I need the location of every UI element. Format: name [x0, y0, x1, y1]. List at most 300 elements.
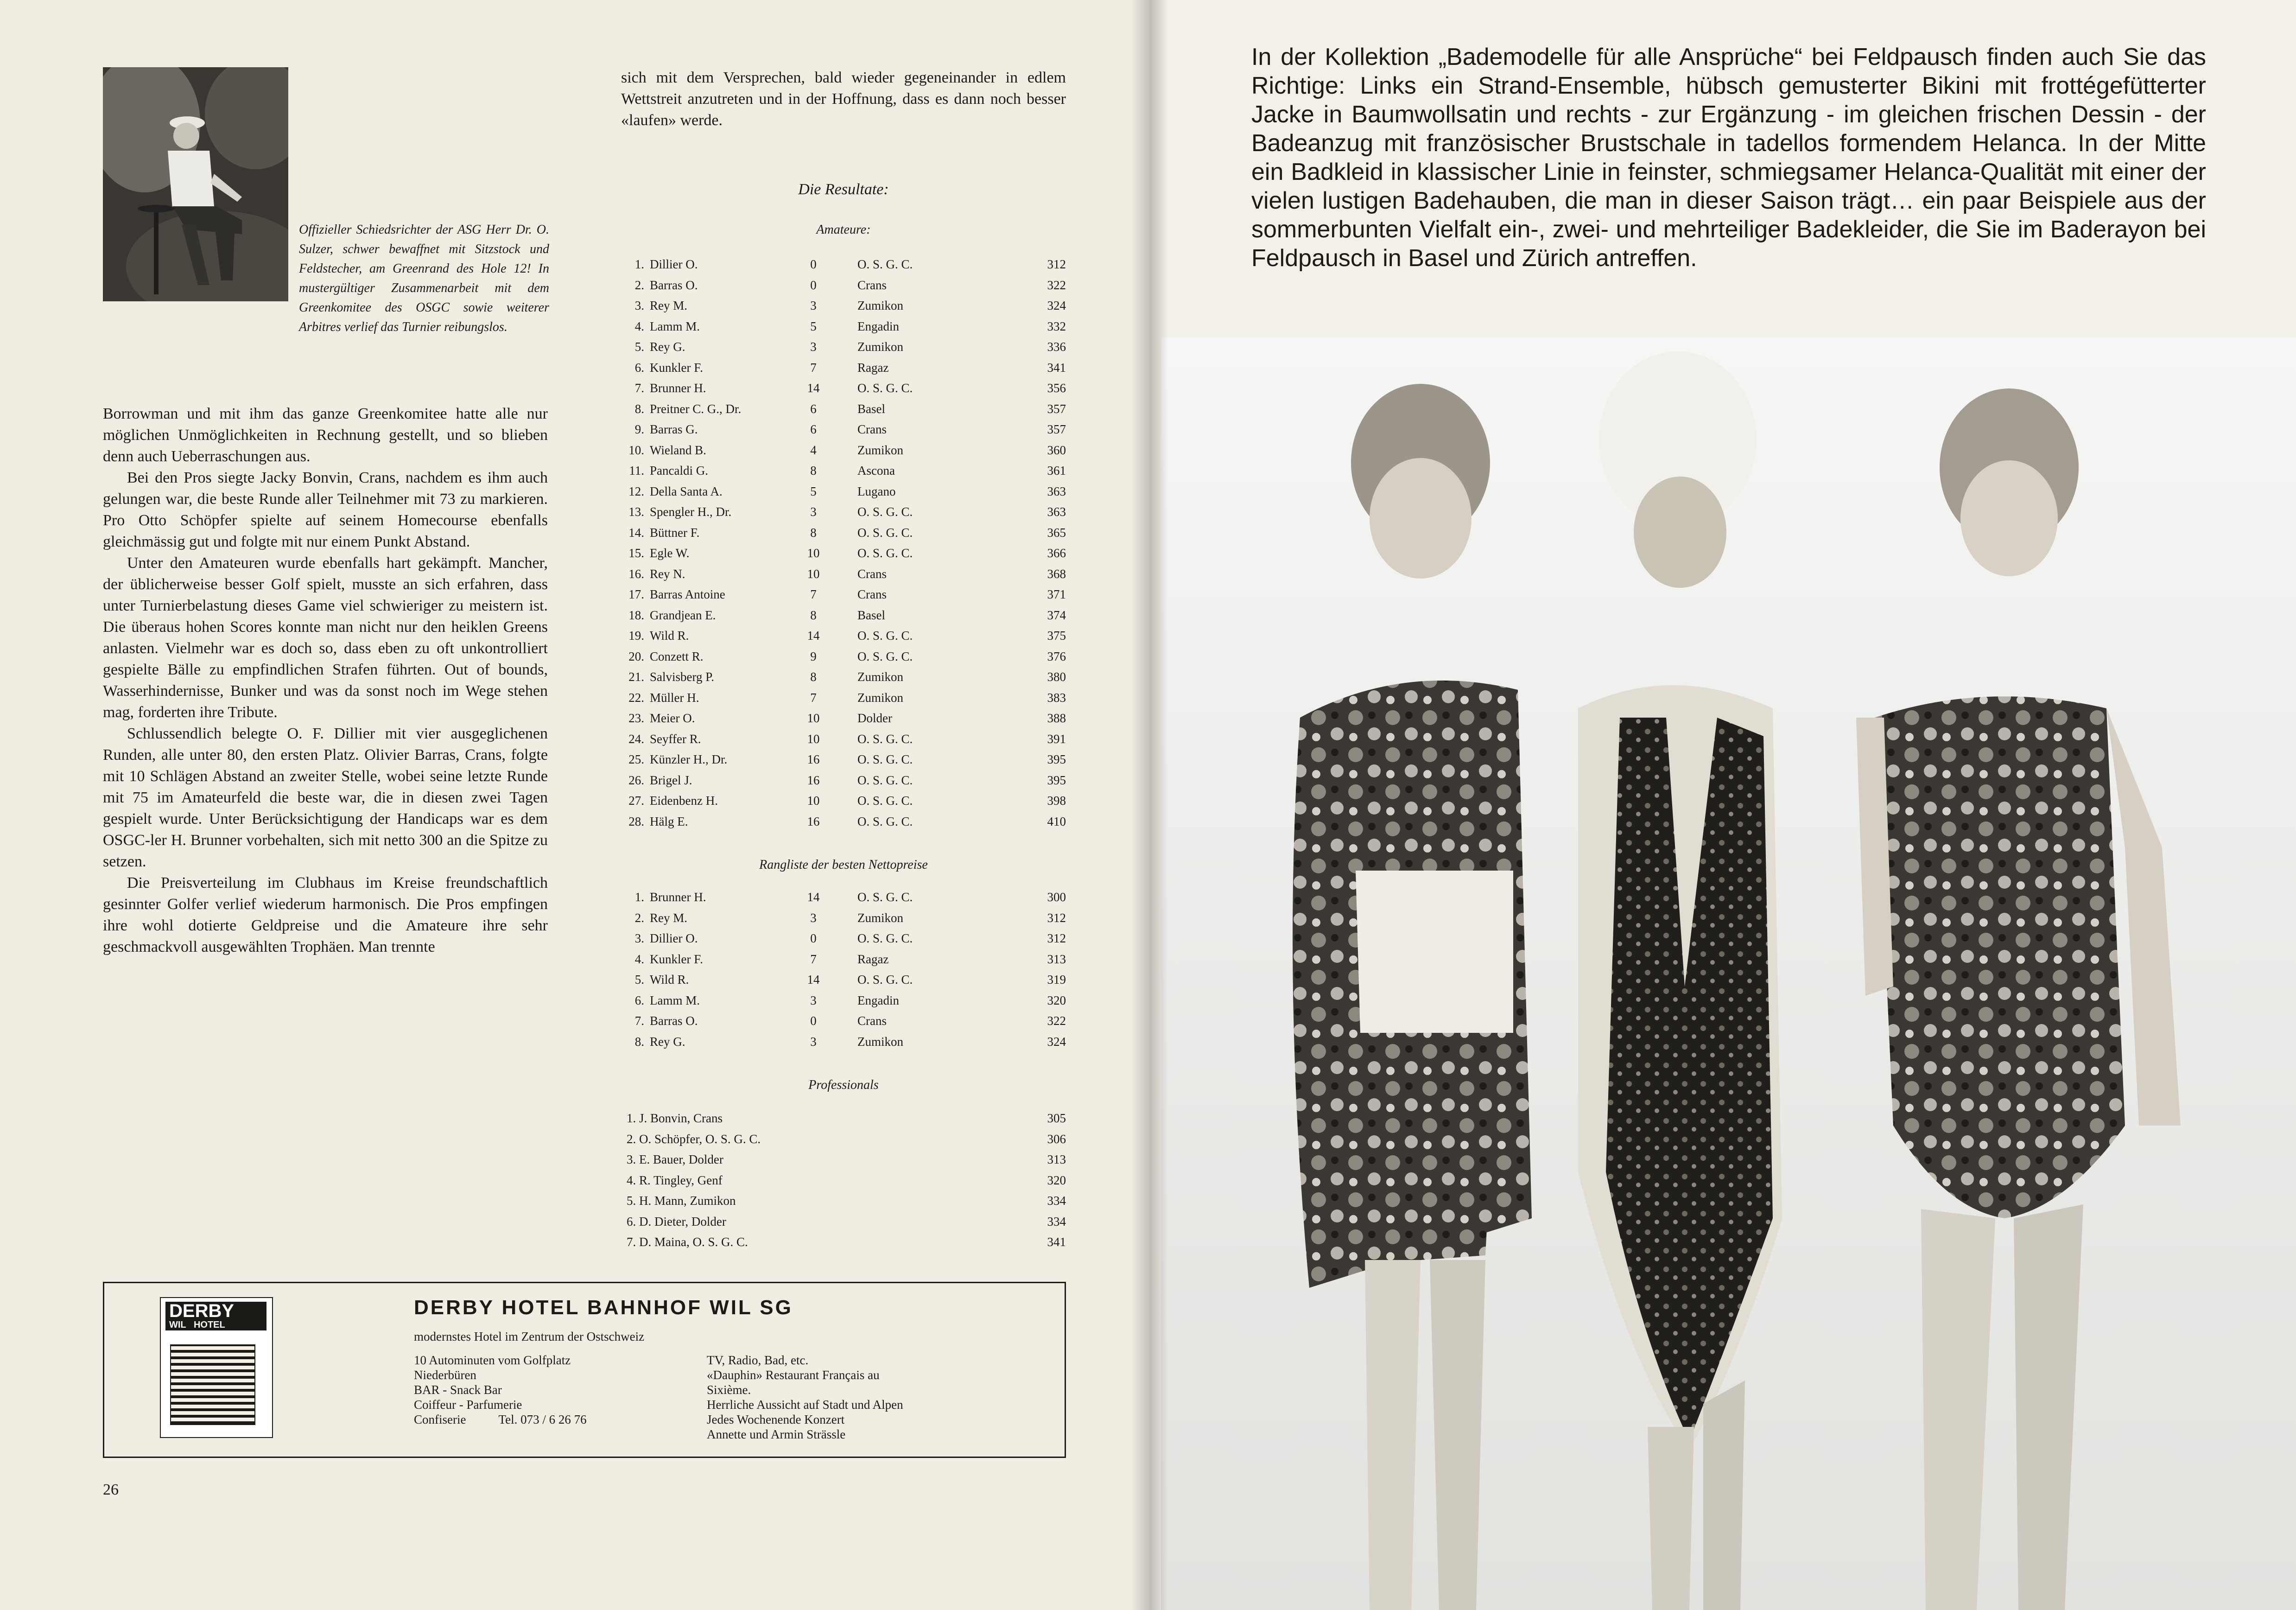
- result-row: [621, 378, 1066, 399]
- result-rank: 21.: [628, 670, 644, 684]
- result-handicap: 10: [807, 732, 820, 746]
- result-row: [621, 419, 1066, 440]
- pro-score: 313: [1047, 1152, 1066, 1166]
- photo-caption: Offizieller Schiedsrichter der ASG Herr Dr. O. Sulzer, schwer bewaffnet mit Sitzstock und Feldstecher, am Greenrand des Hole 12! In mustergültiger Zusammenarbeit mit dem Greenkomitee des OSGC sowie weiterer Arbitres verlief das Turnier reibungslos.: [299, 223, 549, 334]
- result-player: [621, 522, 788, 543]
- professionals-results-table: [621, 1108, 1066, 1253]
- result-name: Meier O.: [650, 711, 695, 725]
- result-score: 360: [1047, 443, 1066, 457]
- result-player: [621, 460, 788, 481]
- result-player: [621, 399, 788, 420]
- result-club: Engadin: [857, 993, 899, 1007]
- result-score: 371: [1047, 587, 1066, 601]
- ad-subtitle: modernstes Hotel im Zentrum der Ostschweiz: [414, 1330, 645, 1343]
- result-rank: 7.: [634, 381, 644, 395]
- result-handicap: 8: [810, 608, 817, 622]
- result-handicap: 7: [810, 587, 817, 601]
- result-score: 376: [1047, 649, 1066, 663]
- result-rank: 3.: [634, 931, 644, 945]
- result-player: [621, 949, 788, 970]
- pro-score: 305: [1047, 1111, 1066, 1125]
- result-row: [621, 708, 1066, 729]
- result-club: O. S. G. C.: [857, 505, 913, 519]
- result-handicap: 16: [807, 814, 820, 828]
- result-name: Preitner C. G., Dr.: [650, 401, 742, 416]
- result-name: Dillier O.: [650, 257, 698, 271]
- result-name: Salvisberg P.: [650, 670, 715, 684]
- pro-result-row: [621, 1129, 1066, 1150]
- result-club: Crans: [857, 587, 887, 601]
- result-rank: 1.: [634, 890, 644, 904]
- result-row: [621, 928, 1066, 949]
- pro-score: 320: [1047, 1173, 1066, 1187]
- amateure-results-table: [621, 254, 1066, 832]
- result-row: [621, 399, 1066, 420]
- result-player: [621, 969, 788, 990]
- page-gutter: [1131, 0, 1168, 1610]
- result-score: 356: [1047, 381, 1066, 395]
- ad-left-column: [414, 1353, 587, 1427]
- result-player: [621, 708, 788, 729]
- result-club: Crans: [857, 1014, 887, 1028]
- result-player: [621, 584, 788, 605]
- result-row: [621, 908, 1066, 929]
- result-rank: 13.: [628, 505, 644, 519]
- result-name: Lamm M.: [650, 993, 700, 1007]
- result-club: Zumikon: [857, 1034, 903, 1049]
- result-row: [621, 440, 1066, 461]
- result-row: [621, 522, 1066, 543]
- result-row: [621, 990, 1066, 1011]
- result-row: [621, 564, 1066, 585]
- result-player: [621, 254, 788, 275]
- ad-line: «Dauphin» Restaurant Français au: [707, 1368, 880, 1382]
- result-handicap: 16: [807, 752, 820, 766]
- ad-line: Herrliche Aussicht auf Stadt und Alpen: [707, 1398, 903, 1412]
- result-row: [621, 887, 1066, 908]
- pro-name: 3. E. Bauer, Dolder: [627, 1152, 723, 1166]
- pro-score: 306: [1047, 1132, 1066, 1146]
- ad-line: TV, Radio, Bad, etc.: [707, 1353, 809, 1367]
- result-rank: 24.: [628, 732, 644, 746]
- result-handicap: 3: [810, 505, 817, 519]
- result-club: O. S. G. C.: [857, 525, 913, 540]
- paragraph: Borrowman und mit ihm das ganze Greenkomitee hatte alle nur möglichen Unmöglichkeiten in Rechnung gestellt, und so blieben denn auch Ueberraschungen aus.: [103, 405, 548, 465]
- result-name: Rey G.: [650, 340, 685, 354]
- result-handicap: 10: [807, 566, 820, 581]
- result-score: 365: [1047, 525, 1066, 540]
- result-rank: 16.: [628, 566, 644, 581]
- result-rank: 4.: [634, 319, 644, 333]
- ad-line-with-tel: [414, 1412, 587, 1427]
- logo-text: DERBY: [169, 1301, 235, 1321]
- result-score: 380: [1047, 670, 1066, 684]
- result-name: Büttner F.: [650, 525, 700, 540]
- result-score: 383: [1047, 690, 1066, 705]
- result-handicap: 8: [810, 464, 817, 477]
- result-name: Seyffer R.: [650, 732, 701, 746]
- result-player: [621, 275, 788, 296]
- referee-photo-illustration: [103, 67, 288, 301]
- result-rank: 7.: [634, 1014, 644, 1028]
- result-handicap: 5: [810, 319, 817, 333]
- result-score: 341: [1047, 360, 1066, 375]
- result-club: Ragaz: [857, 360, 889, 375]
- ad-line: Annette und Armin Strässle: [707, 1427, 846, 1441]
- result-rank: 4.: [634, 952, 644, 966]
- result-score: 357: [1047, 422, 1066, 436]
- pro-name: 7. D. Maina, O. S. G. C.: [627, 1235, 748, 1249]
- result-score: 332: [1047, 319, 1066, 333]
- result-rank: 27.: [628, 794, 644, 808]
- result-rank: 5.: [634, 973, 644, 986]
- result-player: [621, 887, 788, 908]
- netto-results-table: [621, 887, 1066, 1052]
- result-score: 395: [1047, 773, 1066, 787]
- result-handicap: 4: [810, 443, 817, 457]
- result-name: Spengler H., Dr.: [650, 505, 732, 519]
- result-club: Zumikon: [857, 910, 903, 925]
- result-row: [621, 790, 1066, 811]
- result-club: Ragaz: [857, 952, 889, 966]
- result-rank: 25.: [628, 752, 644, 766]
- result-score: 388: [1047, 711, 1066, 725]
- hotel-building-illustration: [170, 1344, 255, 1425]
- result-club: O. S. G. C.: [857, 973, 913, 986]
- result-club: O. S. G. C.: [857, 257, 913, 271]
- result-name: Conzett R.: [650, 649, 704, 663]
- pro-result-row: [621, 1149, 1066, 1170]
- result-row: [621, 254, 1066, 275]
- result-club: Engadin: [857, 319, 899, 333]
- result-score: 357: [1047, 401, 1066, 416]
- result-row: [621, 357, 1066, 378]
- result-player: [621, 295, 788, 316]
- result-name: Della Santa A.: [650, 484, 723, 498]
- ad-telephone: Tel. 073 / 6 26 76: [498, 1413, 587, 1426]
- result-score: 312: [1047, 931, 1066, 945]
- pro-result-row: [621, 1232, 1066, 1253]
- result-player: [621, 729, 788, 750]
- result-row: [621, 729, 1066, 750]
- result-rank: 8.: [634, 1034, 644, 1049]
- result-name: Wild R.: [650, 973, 689, 986]
- result-name: Pancaldi G.: [650, 464, 708, 477]
- result-name: Dillier O.: [650, 931, 698, 945]
- result-club: Crans: [857, 422, 887, 436]
- result-player: [621, 908, 788, 929]
- result-player: [621, 357, 788, 378]
- result-row: [621, 949, 1066, 970]
- result-rank: 11.: [629, 464, 644, 477]
- result-player: [621, 667, 788, 687]
- result-club: O. S. G. C.: [857, 546, 913, 560]
- result-rank: 6.: [634, 993, 644, 1007]
- result-row: [621, 605, 1066, 626]
- logo-subtext: [169, 1320, 266, 1330]
- result-score: 363: [1047, 505, 1066, 519]
- ad-line: 10 Autominuten vom Golfplatz: [414, 1353, 571, 1367]
- pro-result-row: [621, 1190, 1066, 1211]
- result-name: Barras G.: [650, 422, 698, 436]
- result-name: Barras Antoine: [650, 587, 725, 601]
- result-score: 368: [1047, 566, 1066, 581]
- paragraph: Schlussendlich belegte O. F. Dillier mit vier ausgeglichenen Runden, alle unter 80, den ersten Platz. Olivier Barras, Crans, folgte mit 10 Schlägen Abstand an zweiter Stelle, wobei seine letzte Runde mit 75 im Amateurfeld die beste war, die in diesen zwei Tagen gespielt wurde. Unter Berücksichtigung der Handicaps war es dem OSGC-ler H. Brunner vorbehalten, sich mit netto 300 an die Spitze zu setzen.: [103, 725, 548, 870]
- result-name: Lamm M.: [650, 319, 700, 333]
- result-club: Zumikon: [857, 670, 903, 684]
- result-score: 313: [1047, 952, 1066, 966]
- result-player: [621, 790, 788, 811]
- netto-heading: Rangliste der besten Nettopreise: [759, 858, 928, 872]
- result-score: 398: [1047, 794, 1066, 808]
- logo-hotel: HOTEL: [193, 1320, 225, 1330]
- hotel-logo: [160, 1297, 273, 1438]
- result-rank: 26.: [628, 773, 644, 787]
- result-row: [621, 275, 1066, 296]
- result-score: 410: [1047, 814, 1066, 828]
- result-rank: 5.: [634, 340, 644, 354]
- ad-title: DERBY HOTEL BAHNHOF WIL SG: [414, 1296, 793, 1319]
- amateure-heading: Amateure:: [816, 223, 871, 237]
- result-club: Zumikon: [857, 299, 903, 312]
- result-handicap: 0: [810, 1014, 817, 1028]
- result-player: [621, 749, 788, 770]
- result-handicap: 3: [810, 993, 817, 1007]
- result-player: [621, 316, 788, 337]
- result-club: O. S. G. C.: [857, 732, 913, 746]
- result-rank: 3.: [634, 299, 644, 312]
- result-name: Eidenbenz H.: [650, 794, 718, 808]
- result-name: Brunner H.: [650, 890, 706, 904]
- derby-hotel-advertisement: [103, 1282, 1066, 1458]
- result-rank: 8.: [634, 401, 644, 416]
- result-rank: 6.: [634, 360, 644, 375]
- result-name: Barras O.: [650, 278, 698, 292]
- result-club: Dolder: [857, 711, 892, 725]
- result-player: [621, 440, 788, 461]
- result-row: [621, 316, 1066, 337]
- result-club: Crans: [857, 566, 887, 581]
- result-name: Rey G.: [650, 1034, 685, 1049]
- result-handicap: 10: [807, 794, 820, 808]
- result-player: [621, 481, 788, 502]
- result-score: 324: [1047, 299, 1066, 312]
- result-player: [621, 625, 788, 646]
- paragraph: Bei den Pros siegte Jacky Bonvin, Crans, nachdem es ihm auch gelungen war, die beste Runde aller Teilnehmer mit 73 zu markieren. Pro Otto Schöpfer spielte auf seinem Homecourse ebenfalls gleichmässig gut und folgte mit nur einem Punkt Abstand.: [103, 469, 548, 550]
- result-name: Rey M.: [650, 299, 687, 312]
- ad-line: Sixième.: [707, 1383, 751, 1397]
- result-name: Barras O.: [650, 1014, 698, 1028]
- pro-name: 1. J. Bonvin, Crans: [627, 1111, 723, 1125]
- result-name: Müller H.: [650, 690, 699, 705]
- result-player: [621, 378, 788, 399]
- result-handicap: 3: [810, 299, 817, 312]
- result-handicap: 14: [807, 629, 820, 643]
- result-name: Egle W.: [650, 546, 690, 560]
- pro-score: 334: [1047, 1214, 1066, 1228]
- ad-line: Confiserie: [414, 1413, 466, 1426]
- result-club: Basel: [857, 608, 885, 622]
- result-score: 312: [1047, 257, 1066, 271]
- result-score: 336: [1047, 340, 1066, 354]
- result-row: [621, 1031, 1066, 1052]
- result-score: 366: [1047, 546, 1066, 560]
- result-score: 363: [1047, 484, 1066, 498]
- result-score: 395: [1047, 752, 1066, 766]
- result-row: [621, 969, 1066, 990]
- result-club: O. S. G. C.: [857, 814, 913, 828]
- result-row: [621, 687, 1066, 708]
- swimwear-models-illustration: [1161, 337, 2296, 1610]
- result-player: [621, 419, 788, 440]
- pro-result-row: [621, 1211, 1066, 1232]
- result-rank: 28.: [628, 814, 644, 828]
- result-club: Lugano: [857, 484, 896, 498]
- result-name: Kunkler F.: [650, 952, 703, 966]
- result-handicap: 10: [807, 546, 820, 560]
- result-club: O. S. G. C.: [857, 381, 913, 395]
- pro-score: 334: [1047, 1194, 1066, 1208]
- result-player: [621, 646, 788, 667]
- result-score: 361: [1047, 464, 1066, 477]
- result-rank: 20.: [628, 649, 644, 663]
- result-handicap: 5: [810, 484, 817, 498]
- result-row: [621, 481, 1066, 502]
- result-club: Zumikon: [857, 340, 903, 354]
- result-name: Wild R.: [650, 629, 689, 643]
- result-handicap: 3: [810, 340, 817, 354]
- result-player: [621, 770, 788, 791]
- result-rank: 17.: [628, 587, 644, 601]
- pro-name: 2. O. Schöpfer, O. S. G. C.: [627, 1132, 761, 1146]
- result-handicap: 3: [810, 910, 817, 925]
- result-player: [621, 990, 788, 1011]
- ad-line: Jedes Wochenende Konzert: [707, 1413, 845, 1426]
- result-handicap: 14: [807, 890, 820, 904]
- result-name: Rey M.: [650, 910, 687, 925]
- result-handicap: 9: [810, 649, 817, 663]
- result-name: Kunkler F.: [650, 360, 703, 375]
- logo-sub: WIL: [169, 1320, 186, 1330]
- result-player: [621, 564, 788, 585]
- result-rank: 22.: [628, 690, 644, 705]
- result-handicap: 7: [810, 690, 817, 705]
- result-player: [621, 687, 788, 708]
- ad-right-column: [707, 1353, 903, 1442]
- result-row: [621, 584, 1066, 605]
- result-name: Brigel J.: [650, 773, 692, 787]
- result-row: [621, 502, 1066, 522]
- paragraph: Unter den Amateuren wurde ebenfalls hart gekämpft. Mancher, der üblicherweise besser Golf spielt, musste an sich erfahren, dass unter Turnierbelastung dieses Game viel schwieriger zu meistern ist. Die überaus hohen Scores konnte man nicht nur den heiklen Greens anlasten. Vielmehr war es doch so, dass eben zu oft unkontrolliert gespielte Bälle zu empfindlichen Strafen führten. Out of bounds, Wasserhindernisse, Bunker und was da sonst noch im Wege stehen mag, forderten ihre Tribute.: [103, 554, 548, 721]
- result-club: O. S. G. C.: [857, 629, 913, 643]
- result-row: [621, 337, 1066, 357]
- fashion-advert-text: In der Kollektion „Bademodelle für alle Ansprüche“ bei Feldpausch finden auch Sie das Richtige: Links ein Strand-Ensemble, hübsch gemusterter Bikini mit frottégefütterter Jacke in Baumwollsatin und rechts - zur Ergänzung - im gleichen frischen Dessin - der Badeanzug mit französischer Brustschale in tadellos formendem Helanca. In der Mitte ein Badkleid in klassischer Linie in feinster, schmiegsamer Helanca-Qualität mit einer der vielen lustigen Badehauben, die man in dieser Saison trägt… ein paar Beispiele aus der sommerbunten Vielfalt ein-, zwei- und mehrteiliger Badekleider, die Sie im Baderayon bei Feldpausch in Basel und Zürich antreffen.: [1251, 44, 2206, 272]
- result-rank: 15.: [628, 546, 644, 560]
- pro-name: 6. D. Dieter, Dolder: [627, 1214, 726, 1228]
- result-handicap: 10: [807, 711, 820, 725]
- result-handicap: 6: [810, 401, 817, 416]
- result-name: Rey N.: [650, 566, 685, 581]
- result-club: Zumikon: [857, 690, 903, 705]
- paragraph: Die Preisverteilung im Clubhaus im Kreise freundschaftlich gesinnter Golfer verlief wiederum harmonisch. Die Pros empfingen ihre wohl dotierte Geldpreise und die Amateure ihre sehr geschmackvoll ausgewählten Trophäen. Man trennte: [103, 874, 548, 955]
- result-rank: 12.: [628, 484, 644, 498]
- result-handicap: 16: [807, 773, 820, 787]
- result-row: [621, 811, 1066, 832]
- result-row: [621, 1011, 1066, 1031]
- result-handicap: 0: [810, 278, 817, 292]
- result-club: Zumikon: [857, 443, 903, 457]
- pro-name: 5. H. Mann, Zumikon: [627, 1194, 736, 1208]
- result-handicap: 7: [810, 952, 817, 966]
- result-club: O. S. G. C.: [857, 752, 913, 766]
- result-player: [621, 811, 788, 832]
- result-rank: 10.: [628, 443, 644, 457]
- result-club: O. S. G. C.: [857, 794, 913, 808]
- result-name: Künzler H., Dr.: [650, 752, 728, 766]
- result-handicap: 8: [810, 670, 817, 684]
- ad-line: Niederbüren: [414, 1368, 476, 1382]
- result-handicap: 8: [810, 525, 817, 540]
- result-player: [621, 1011, 788, 1031]
- result-rank: 1.: [634, 257, 644, 271]
- result-club: O. S. G. C.: [857, 649, 913, 663]
- result-club: O. S. G. C.: [857, 890, 913, 904]
- article-body: [103, 403, 548, 958]
- result-name: Grandjean E.: [650, 608, 716, 622]
- page-number: 26: [103, 1481, 119, 1498]
- ad-line: BAR - Snack Bar: [414, 1383, 502, 1397]
- pro-result-row: [621, 1170, 1066, 1191]
- article-continuation: sich mit dem Versprechen, bald wieder gegeneinander in edlem Wettstreit anzutreten und in der Hoffnung, dass es dann noch besser «laufen» werde.: [621, 69, 1066, 129]
- result-rank: 2.: [634, 278, 644, 292]
- result-score: 320: [1047, 993, 1066, 1007]
- result-row: [621, 770, 1066, 791]
- result-score: 312: [1047, 910, 1066, 925]
- result-handicap: 0: [810, 257, 817, 271]
- result-rank: 18.: [628, 608, 644, 622]
- result-rank: 19.: [628, 629, 644, 643]
- result-row: [621, 646, 1066, 667]
- result-score: 391: [1047, 732, 1066, 746]
- result-handicap: 14: [807, 973, 820, 986]
- result-player: [621, 928, 788, 949]
- result-score: 300: [1047, 890, 1066, 904]
- result-player: [621, 502, 788, 522]
- hotel-sign: [165, 1302, 266, 1330]
- result-handicap: 6: [810, 422, 817, 436]
- result-score: 375: [1047, 629, 1066, 643]
- result-score: 319: [1047, 973, 1066, 986]
- result-row: [621, 749, 1066, 770]
- result-rank: 9.: [634, 422, 644, 436]
- result-score: 324: [1047, 1034, 1066, 1049]
- result-club: Ascona: [857, 464, 895, 477]
- pro-result-row: [621, 1108, 1066, 1129]
- result-handicap: 14: [807, 381, 820, 395]
- result-name: Brunner H.: [650, 381, 706, 395]
- results-heading: Die Resultate:: [798, 181, 889, 198]
- result-name: Hälg E.: [650, 814, 688, 828]
- result-name: Wieland B.: [650, 443, 706, 457]
- pro-name: 4. R. Tingley, Genf: [627, 1173, 723, 1187]
- result-row: [621, 295, 1066, 316]
- result-row: [621, 460, 1066, 481]
- result-score: 374: [1047, 608, 1066, 622]
- swimwear-models-photo: [1161, 337, 2296, 1610]
- pro-score: 341: [1047, 1235, 1066, 1249]
- result-player: [621, 605, 788, 626]
- ad-line: Coiffeur - Parfumerie: [414, 1398, 522, 1412]
